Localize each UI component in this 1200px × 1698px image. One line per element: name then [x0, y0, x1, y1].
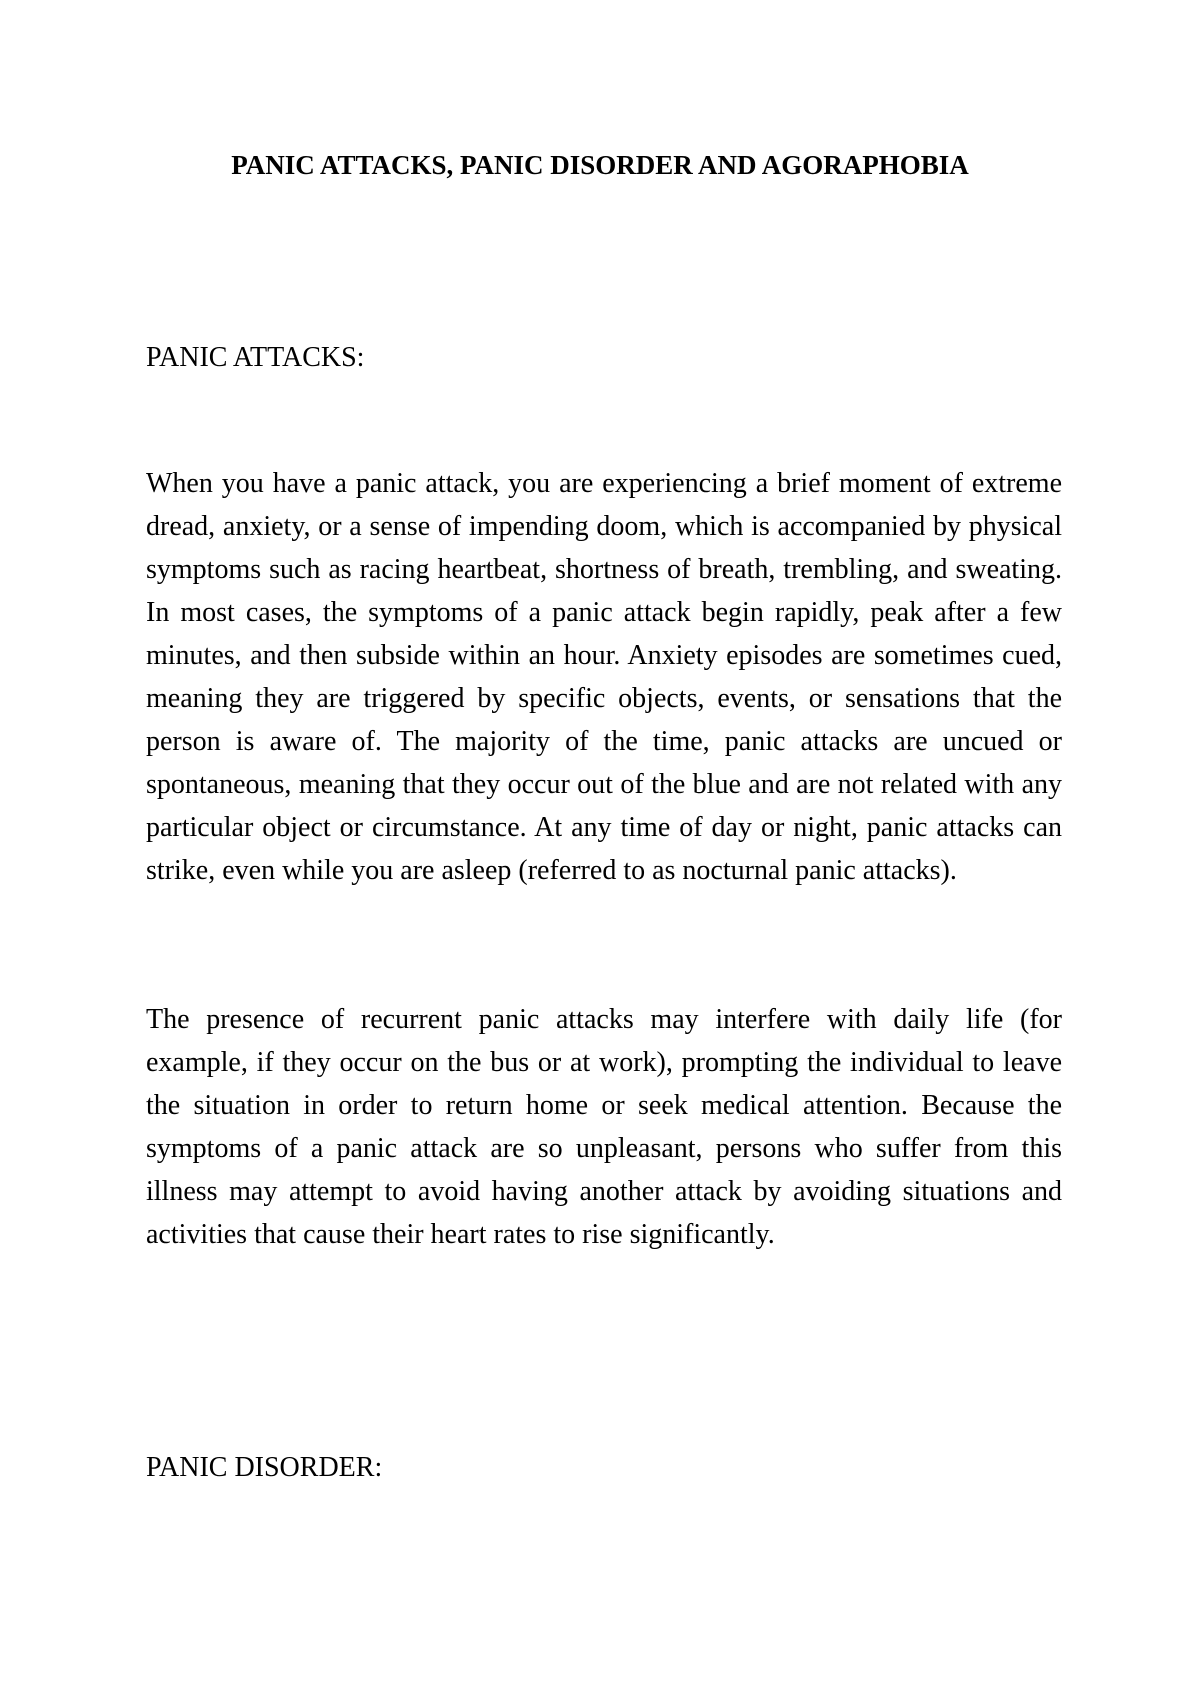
section-heading-panic-disorder: PANIC DISORDER:: [146, 1452, 383, 1483]
paragraph: The presence of recurrent panic attacks may interfere with daily life (for example, if they occur on the bus or at work), prompting the individual to leave the situation in order to return home or seek medical attention. Because the symptoms of a panic attack are so unpleasant, persons who suffer from this illness may attempt to avoid having another attack by avoiding situations and activities that cause their heart rates to rise significantly.: [146, 1004, 1062, 1250]
document-title: PANIC ATTACKS, PANIC DISORDER AND AGORAPHOBIA: [231, 150, 969, 180]
paragraph: When you have a panic attack, you are experiencing a brief moment of extreme dread, anxiety, or a sense of impending doom, which is accompanied by physical symptoms such as racing heartbeat, shortness of breath, trembling, and sweating. In most cases, the symptoms of a panic attack begin rapidly, peak after a few minutes, and then subside within an hour. Anxiety episodes are sometimes cued, meaning they are triggered by specific objects, events, or sensations that the person is aware of. The majority of the time, panic attacks are uncued or spontaneous, meaning that they occur out of the blue and are not related with any particular object or circumstance. At any time of day or night, panic attacks can strike, even while you are asleep (referred to as nocturnal panic attacks).: [146, 468, 1062, 886]
section-heading-panic-attacks: PANIC ATTACKS:: [146, 342, 365, 373]
